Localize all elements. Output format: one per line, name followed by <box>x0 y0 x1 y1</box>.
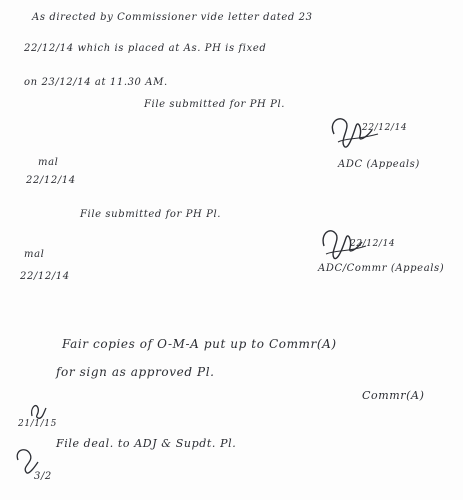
designation-1: ADC (Appeals) <box>338 159 420 170</box>
initials-date-2: 22/12/14 <box>20 271 70 282</box>
fair-copy-line-1: Fair copies of O-M-A put up to Commr(A) <box>62 337 337 351</box>
initials-2: mal <box>24 249 45 260</box>
signature-2-date: 22/12/14 <box>350 239 396 249</box>
note-line-3: on 23/12/14 at 11.30 AM. <box>24 77 168 88</box>
fair-copy-line-2: for sign as approved Pl. <box>56 365 215 379</box>
footer-date: 21/1/15 <box>18 419 57 429</box>
initials-date-1: 22/12/14 <box>26 175 76 186</box>
signature-1 <box>326 112 386 162</box>
entry-2-text: File submitted for PH Pl. <box>80 209 222 220</box>
signature-1-date: 22/12/14 <box>362 123 408 133</box>
initials-1: mal <box>38 157 59 168</box>
note-line-1: As directed by Commissioner vide letter dated 23 <box>32 12 313 23</box>
footer-line: File deal. to ADJ & Supdt. Pl. <box>56 437 237 450</box>
designation-2: ADC/Commr (Appeals) <box>318 263 445 274</box>
fair-copy-designation: Commr(A) <box>362 389 425 402</box>
note-line-2: 22/12/14 which is placed at As. PH is fixed <box>24 43 267 54</box>
note-line-4: File submitted for PH Pl. <box>144 99 286 110</box>
bottom-date: 3/2 <box>34 471 52 482</box>
